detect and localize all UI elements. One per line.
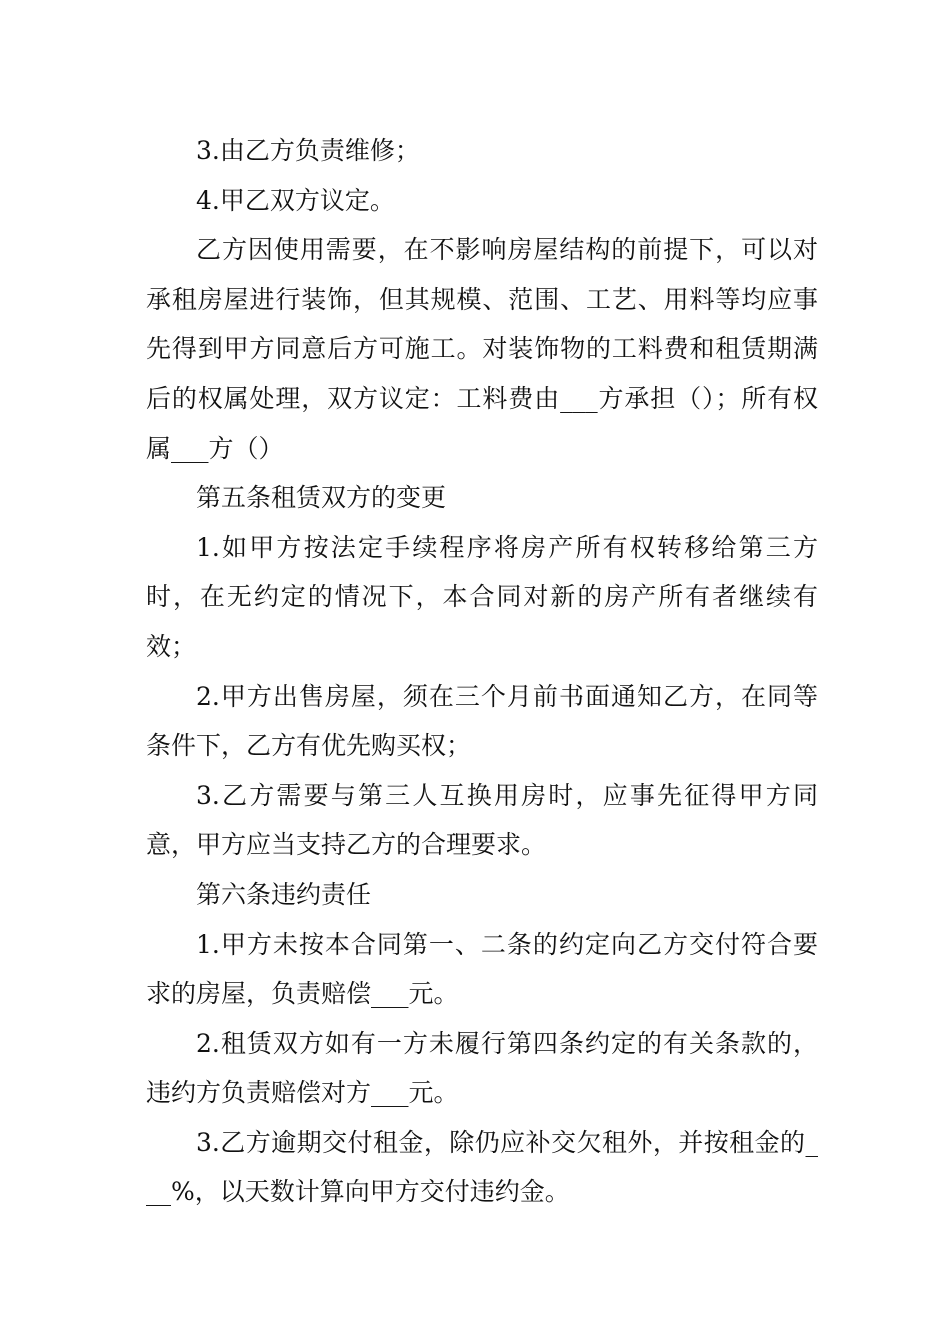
paragraph-sale-notice: 2.甲方出售房屋，须在三个月前书面通知乙方，在同等条件下，乙方有优先购买权； [146, 681, 818, 761]
paragraph-ownership-transfer: 1.如甲方按法定手续程序将房产所有权转移给第三方时，在无约定的情况下，本合同对新的房产所有者继续有效； [146, 532, 818, 661]
heading-article-five: 第五条租赁双方的变更 [196, 483, 447, 513]
paragraph-repair-agreed: 4.甲乙双方议定。 [196, 185, 395, 215]
paragraph-exchange-housing: 3.乙方需要与第三人互换用房时，应事先征得甲方同意，甲方应当支持乙方的合理要求。 [146, 780, 818, 860]
paragraph-decoration: 乙方因使用需要，在不影响房屋结构的前提下，可以对承租房屋进行装饰，但其规模、范围、工艺、用料等均应事先得到甲方同意后方可施工。对装饰物的工料费和租赁期满后的权属处理，双方议定：工料费由___方承担（）；所有权属___方（） [146, 235, 818, 463]
paragraph-party-breach: 2.租赁双方如有一方未履行第四条约定的有关条款的，违约方负责赔偿对方___元。 [146, 1028, 818, 1108]
paragraph-landlord-breach: 1.甲方未按本合同第一、二条的约定向乙方交付符合要求的房屋，负责赔偿___元。 [146, 929, 818, 1009]
document-body [146, 126, 818, 1217]
heading-article-six: 第六条违约责任 [196, 879, 372, 909]
paragraph-repair-tenant: 3.由乙方负责维修； [196, 136, 420, 165]
paragraph-late-rent: 3.乙方逾期交付租金，除仍应补交欠租外，并按租金的___%，以天数计算向甲方交付违约金。 [146, 1127, 818, 1207]
